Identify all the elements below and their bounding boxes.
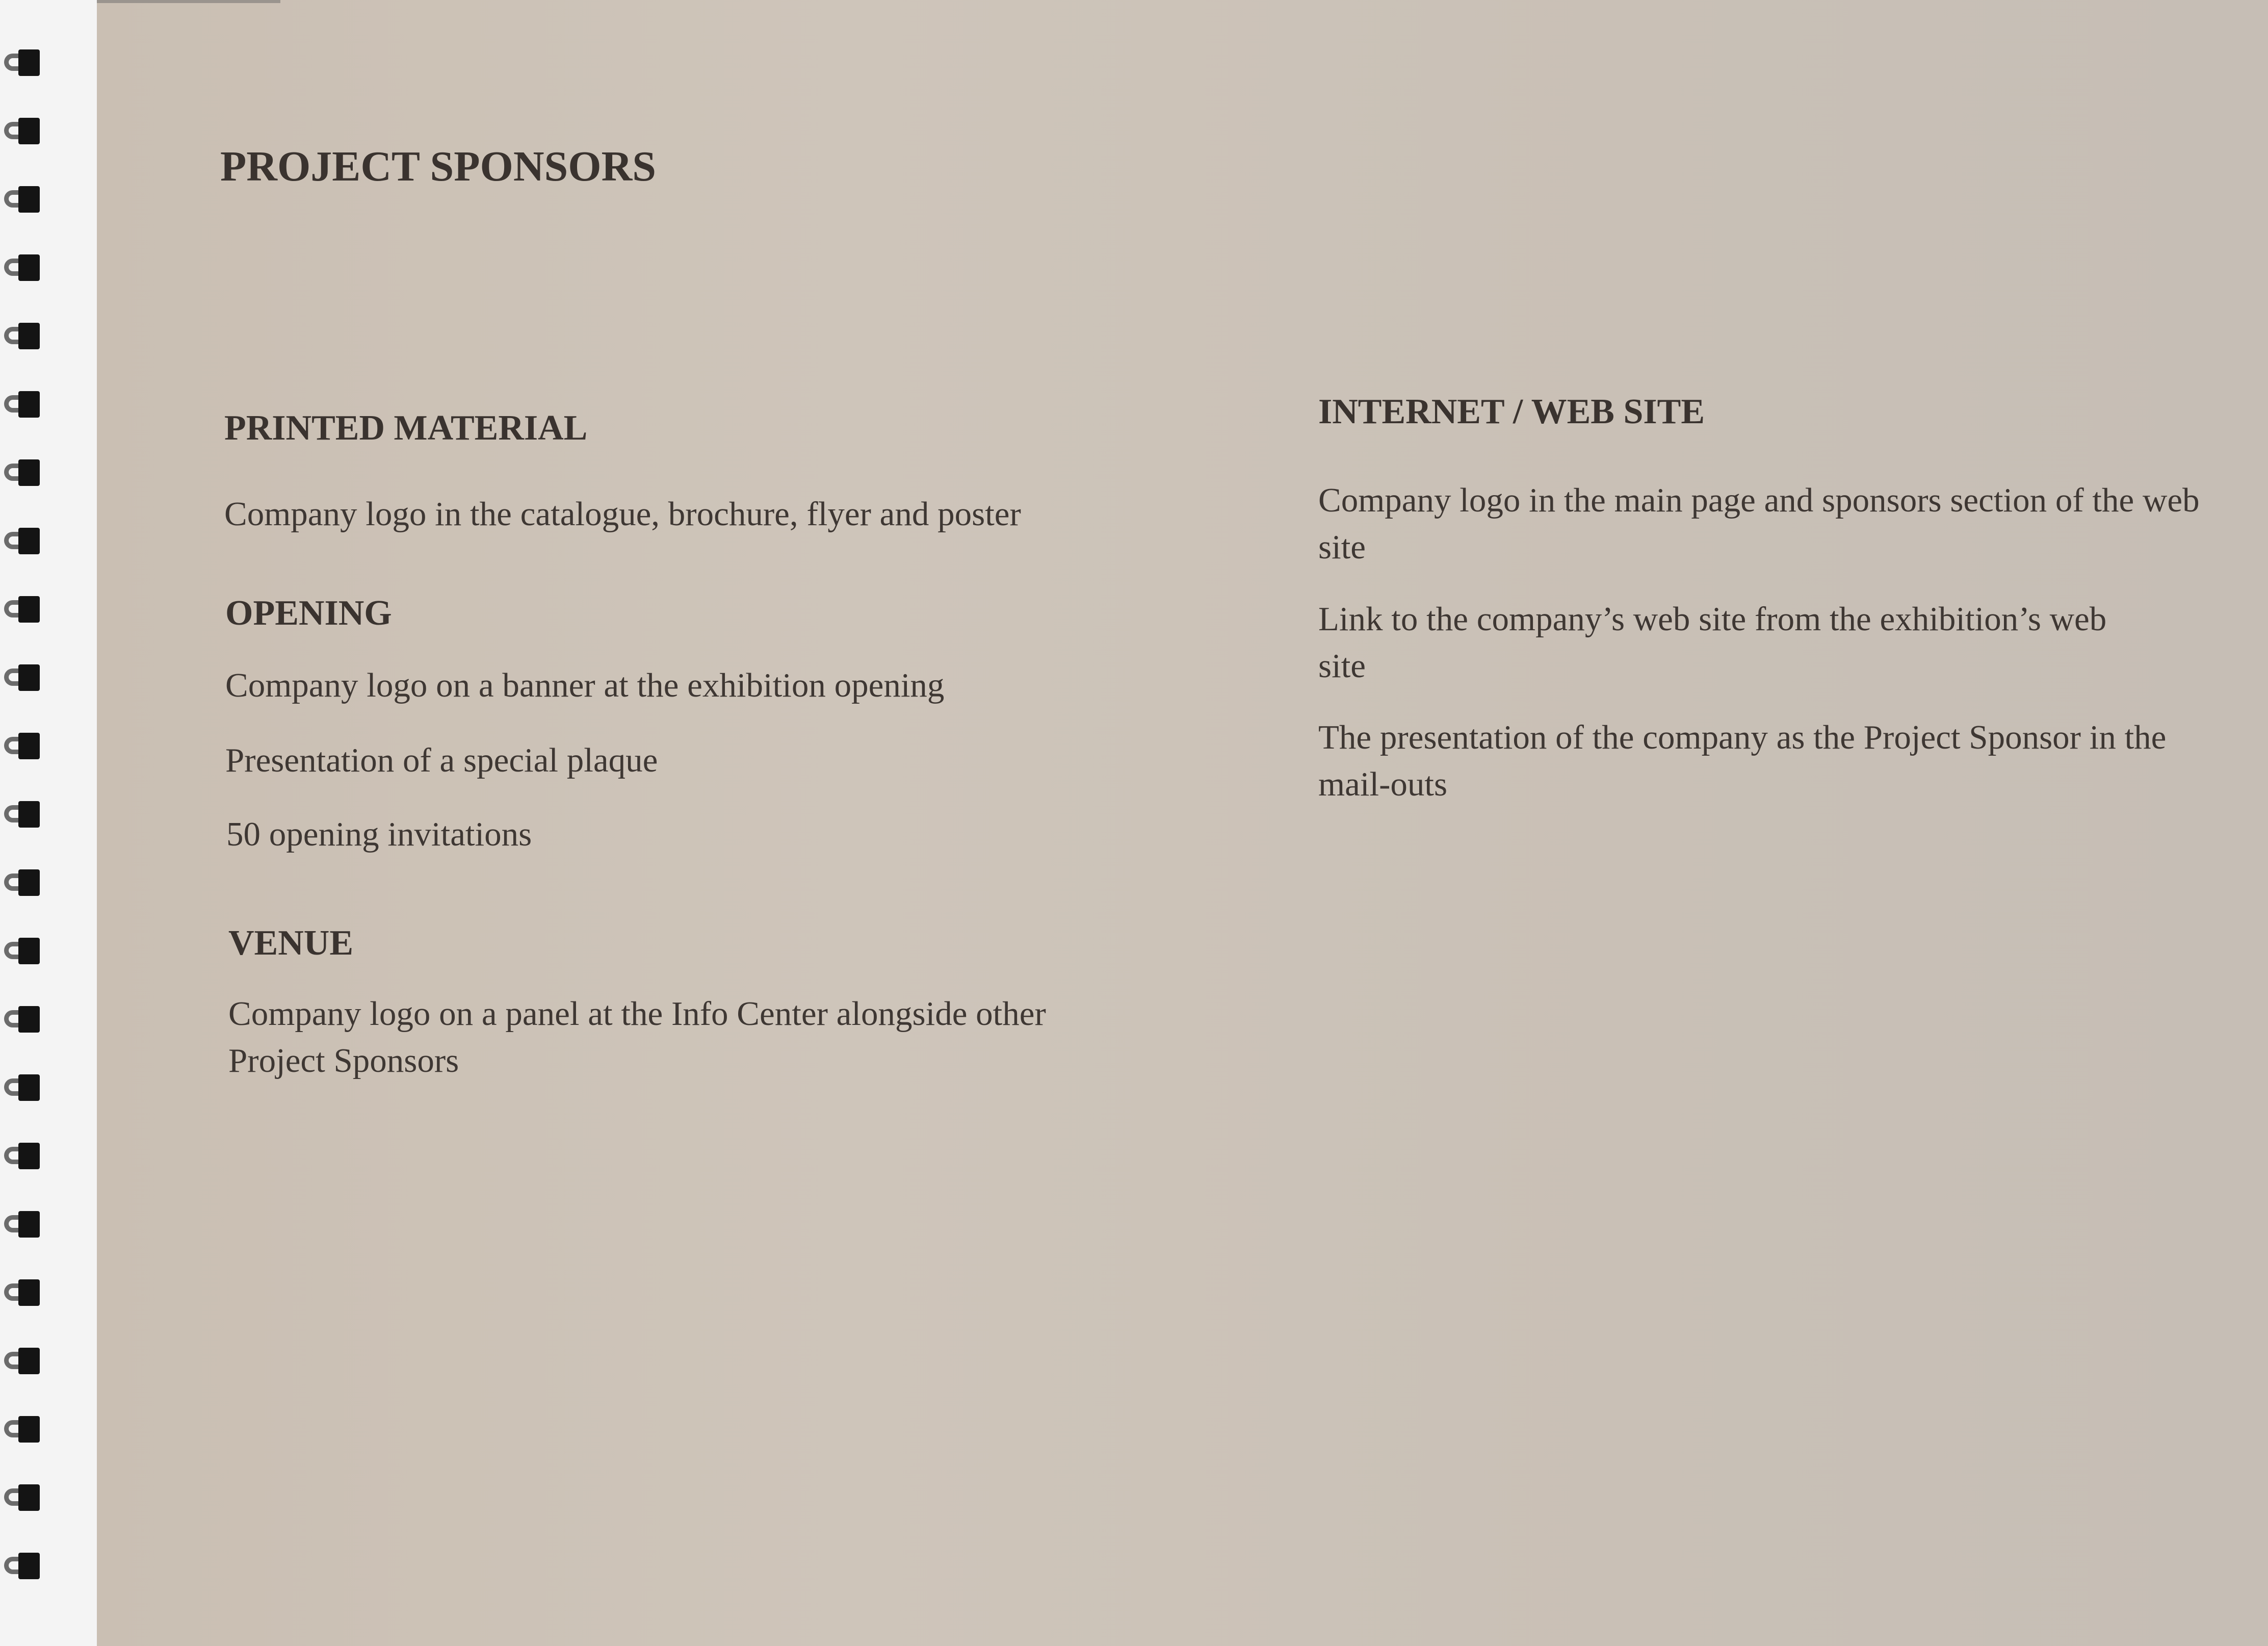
page-edge	[97, 0, 280, 3]
internet-heading: INTERNET / WEB SITE	[1318, 392, 1705, 431]
internet-item: Company logo in the main page and sponsors section of the web site	[1318, 481, 2200, 566]
binding-coil	[4, 1005, 40, 1033]
binding-coil	[4, 663, 40, 691]
binding-coil	[4, 1073, 40, 1101]
opening-item: Company logo on a banner at the exhibition opening	[225, 666, 945, 704]
binding-coil	[4, 1278, 40, 1306]
binding-coil	[4, 253, 40, 281]
binding-coil	[4, 595, 40, 623]
binding-coil	[4, 1552, 40, 1579]
opening-heading: OPENING	[225, 594, 392, 633]
binding-coil	[4, 1415, 40, 1443]
binding-coil	[4, 868, 40, 896]
binding-coil	[4, 732, 40, 759]
opening-item: 50 opening invitations	[226, 815, 532, 853]
binding-coil	[4, 937, 40, 964]
binding-coil	[4, 185, 40, 213]
opening-item: Presentation of a special plaque	[225, 741, 658, 779]
internet-item: Link to the company’s web site from the exhibition’s web site	[1318, 600, 2107, 685]
binding-coil	[4, 458, 40, 486]
binding-coil	[4, 1210, 40, 1238]
printed-material-item: Company logo in the catalogue, brochure, flyer and poster	[224, 495, 1021, 533]
internet-item: The presentation of the company as the Project Sponsor in the mail-outs	[1318, 718, 2167, 803]
binding-coil	[4, 117, 40, 144]
venue-heading: VENUE	[228, 923, 354, 963]
binding-coil	[4, 322, 40, 349]
binding-coil	[4, 527, 40, 554]
printed-material-heading: PRINTED MATERIAL	[224, 408, 588, 448]
binding-coil	[4, 800, 40, 828]
binding-coil	[4, 48, 40, 76]
binding-coil	[4, 1483, 40, 1511]
binding-coil	[4, 1347, 40, 1374]
venue-item: Company logo on a panel at the Info Center alongside other Project Sponsors	[228, 995, 1046, 1079]
spiral-binding	[0, 0, 102, 1646]
binding-coil	[4, 1142, 40, 1169]
binding-coil	[4, 390, 40, 418]
page-title: PROJECT SPONSORS	[220, 143, 656, 190]
